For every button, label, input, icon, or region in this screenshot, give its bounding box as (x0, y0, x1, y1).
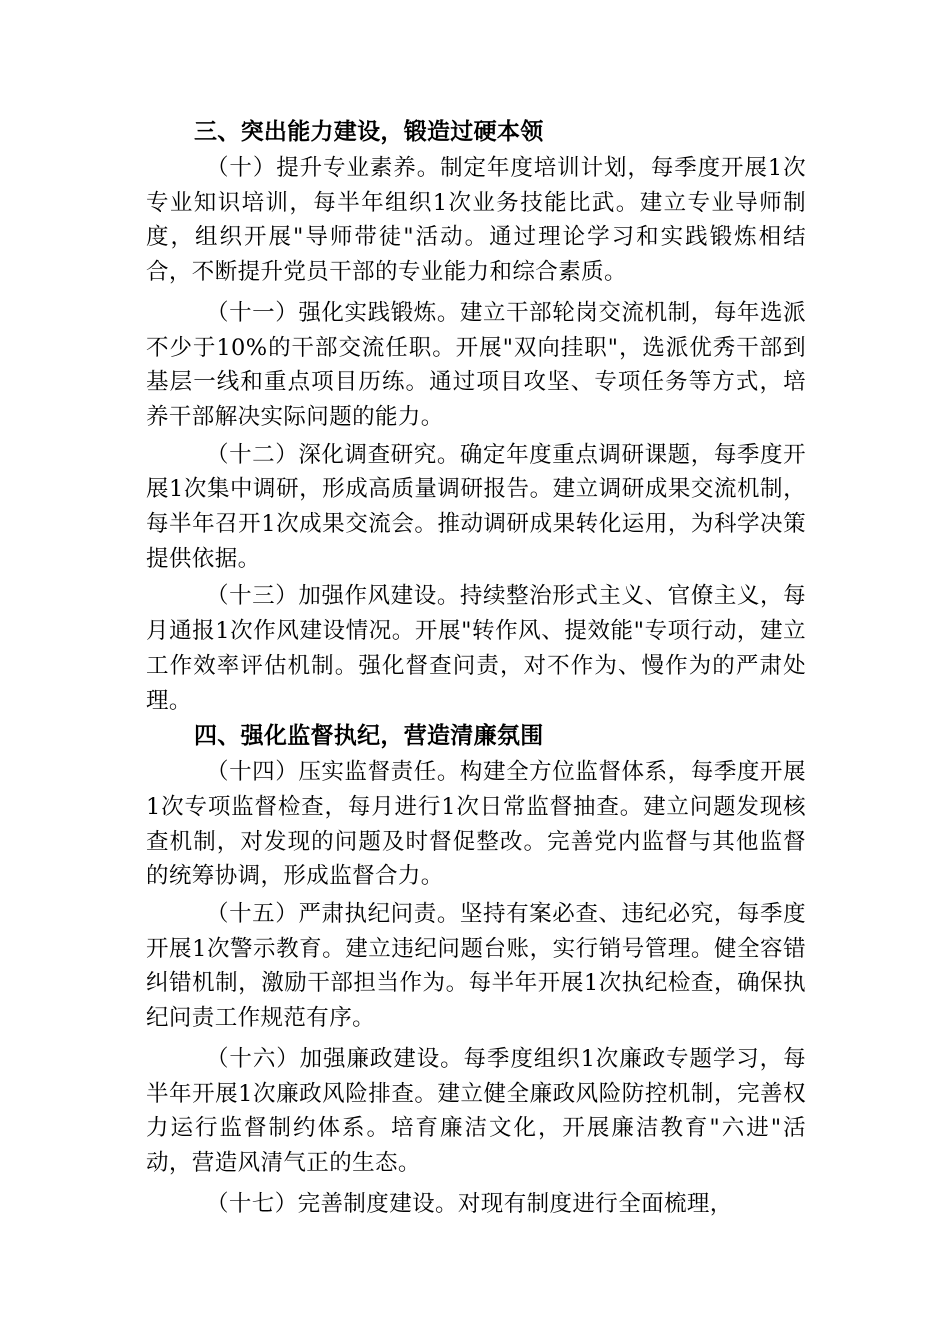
section-heading: 三、突出能力建设，锻造过硬本领 (194, 119, 544, 145)
paragraph: （十二）深化调查研究。确定年度重点调研课题，每季度开展1次集中调研，形成高质量调研报告。建立调研成果交流机制，每半年召开1次成果交流会。推动调研成果转化运用，为科学决策提供依据。 (146, 441, 806, 572)
paragraph: （十五）严肃执纪问责。坚持有案必查、违纪必究，每季度开展1次警示教育。建立违纪问题台账，实行销号管理。健全容错纠错机制，激励干部担当作为。每半年开展1次执纪检查，确保执纪问责工作规范有序。 (146, 901, 806, 1032)
paragraph: （十六）加强廉政建设。每季度组织1次廉政专题学习，每半年开展1次廉政风险排查。建立健全廉政风险防控机制，完善权力运行监督制约体系。培育廉洁文化，开展廉洁教育"六进"活动，营造风清气正的生态。 (146, 1045, 806, 1176)
document-body (146, 114, 806, 1221)
paragraph: （十三）加强作风建设。持续整治形式主义、官僚主义，每月通报1次作风建设情况。开展"转作风、提效能"专项行动，建立工作效率评估机制。强化督查问责，对不作为、慢作为的严肃处理。 (146, 583, 806, 714)
section-heading: 四、强化监督执纪，营造清廉氛围 (194, 723, 544, 750)
paragraph: （十七）完善制度建设。对现有制度进行全面梳理， (206, 1190, 733, 1217)
paragraph: （十）提升专业素养。制定年度培训计划，每季度开展1次专业知识培训，每半年组织1次业务技能比武。建立专业导师制度，组织开展"导师带徒"活动。通过理论学习和实践锻炼相结合，不断提升党员干部的专业能力和综合素质。 (146, 155, 806, 286)
paragraph: （十四）压实监督责任。构建全方位监督体系，每季度开展1次专项监督检查，每月进行1次日常监督抽查。建立问题发现核查机制，对发现的问题及时督促整改。完善党内监督与其他监督的统筹协调，形成监督合力。 (146, 759, 806, 890)
paragraph: （十一）强化实践锻炼。建立干部轮岗交流机制，每年选派不少于10%的干部交流任职。开展"双向挂职"，选派优秀干部到基层一线和重点项目历练。通过项目攻坚、专项任务等方式，培养干部解决实际问题的能力。 (146, 299, 806, 430)
